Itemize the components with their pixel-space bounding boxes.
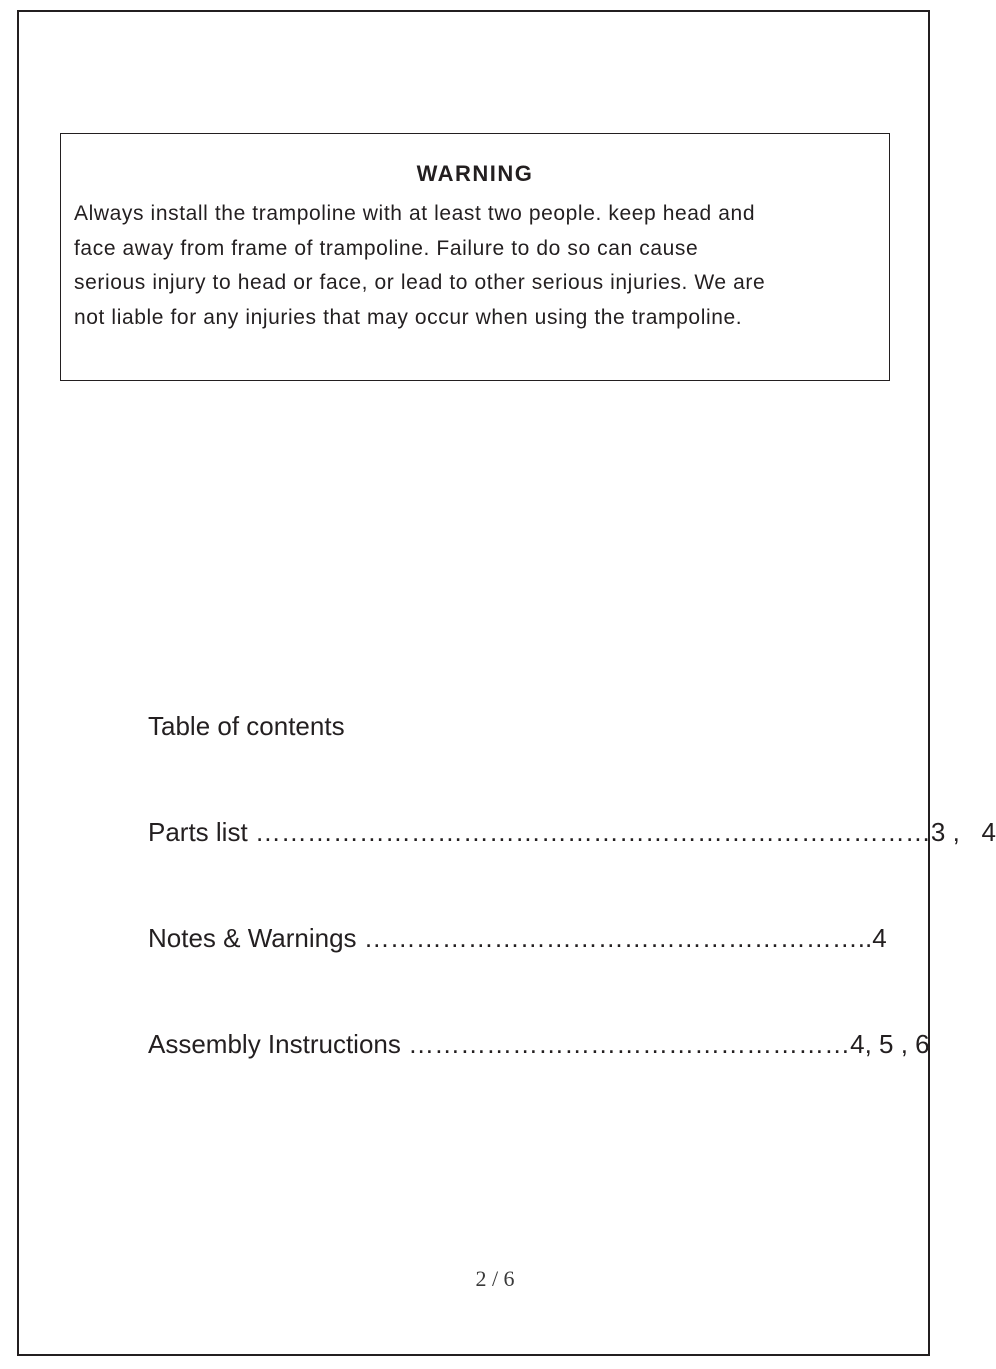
toc-entry-pages: 3 , 4 [930, 817, 996, 847]
toc-entry-parts-list [148, 817, 996, 848]
warning-text [74, 197, 884, 335]
toc-entry-leader: …………………………………………………………………… [247, 817, 931, 847]
warning-line: Always install the trampoline with at least two people. keep head and [74, 202, 756, 225]
toc-entry-label: Notes & Warnings [148, 923, 357, 953]
warning-line: face away from frame of trampoline. Failure to do so can cause [74, 236, 699, 260]
warning-box [60, 133, 890, 381]
toc-heading: Table of contents [148, 711, 345, 741]
warning-title: WARNING [416, 161, 534, 186]
warning-line: not liable for any injuries that may occur when using the trampoline. [74, 305, 743, 329]
toc-entry-notes-warnings [148, 923, 887, 954]
toc-entry-leader: ………………………………………………….. [356, 923, 873, 953]
toc-entry-pages: 4, 5 , 6 [850, 1029, 930, 1059]
page-number: 2 / 6 [475, 1266, 515, 1291]
toc-entry-assembly-instructions [148, 1029, 930, 1060]
toc-entry-label: Parts list [148, 817, 248, 847]
toc-entry-label: Assembly Instructions [148, 1029, 401, 1059]
warning-line: serious injury to head or face, or lead to other serious injuries. We are [74, 271, 766, 294]
toc-entry-leader: …………………………………………… [400, 1029, 851, 1059]
toc-entry-pages: 4 [872, 923, 887, 953]
